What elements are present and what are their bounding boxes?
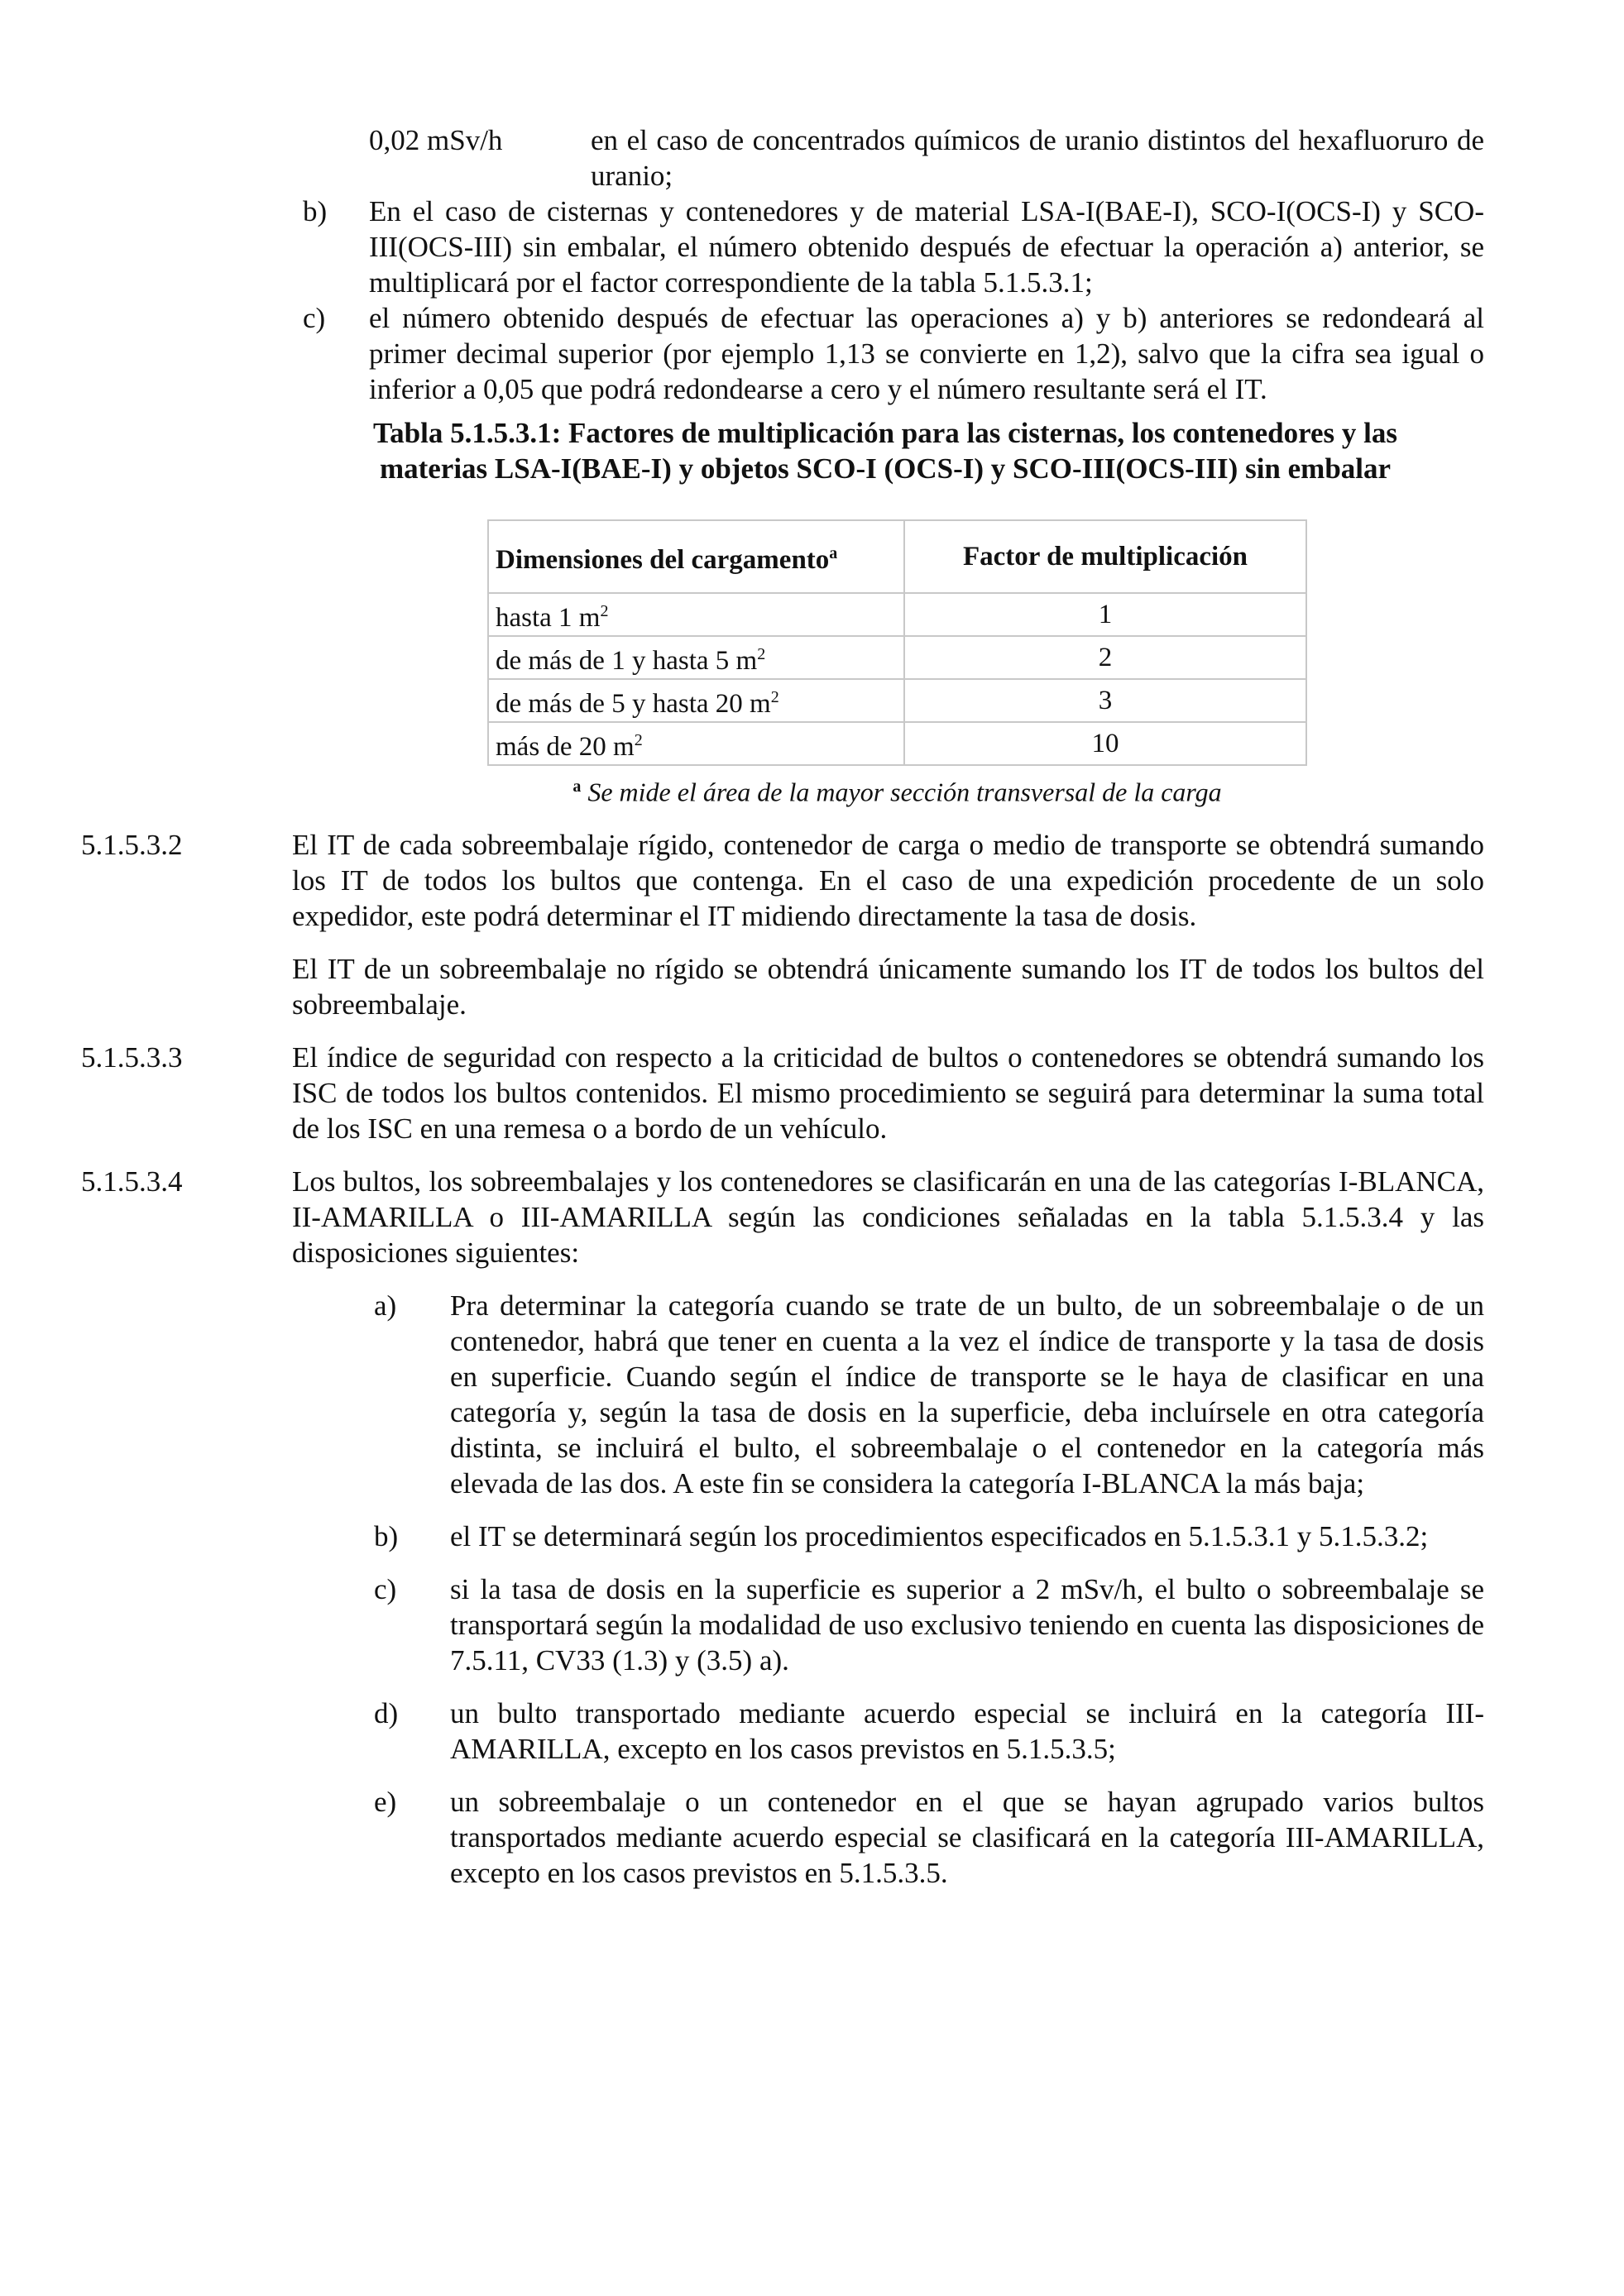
section-number: 5.1.5.3.4 (81, 1165, 183, 1198)
item-text: Pra determinar la categoría cuando se trate de un bulto, de un sobreembalaje o de un contenedor, habrá que tener en cuenta a la vez el índice de transporte y la tasa de dosis en superficie. Cuando según el índice de transporte se le haya de clasificar en una categoría y, según la tasa de dosis en la superficie, deba incluírsele en otra categoría distinta, se incluirá el bulto, el sobreembalaje o el contenedor en la categoría más elevada de las dos. A este fin se considera la categoría I-BLANCA la más baja; (450, 1289, 1484, 1500)
section-paragraph: El IT de un sobreembalaje no rígido se obtendrá únicamente sumando los IT de todos los bultos del sobreembalaje. (292, 952, 1484, 1021)
header-text: Dimensiones del cargamento (496, 545, 830, 575)
factor-cell: 3 (904, 679, 1306, 722)
item-text: En el caso de cisternas y contenedores y de material LSA-I(BAE-I), SCO-I(OCS-I) y SCO-III(OCS-III) sin embalar, el número obtenido después de efectuar la operación a) anterior, se multiplicará por el factor correspondiente de la tabla 5.1.5.3.1; (369, 195, 1484, 299)
item-label: b) (303, 195, 328, 227)
item-label: b) (374, 1519, 399, 1552)
dim-text: de más de 1 y hasta 5 m (496, 646, 758, 676)
list-item (374, 1784, 1484, 1891)
table-row (488, 679, 1306, 722)
item-label: c) (303, 302, 326, 334)
intro-item (0, 300, 1624, 407)
section-number: 5.1.5.3.3 (81, 1040, 183, 1074)
factor-cell: 2 (904, 636, 1306, 679)
superscript: 2 (757, 645, 766, 663)
table-header-row (488, 520, 1306, 593)
item-label: c) (374, 1572, 397, 1605)
section-paragraph: Los bultos, los sobreembalajes y los contenedores se clasificarán en una de las categorías I-BLANCA, II-AMARILLA o III-AMARILLA según las condiciones señaladas en la tabla 5.1.5.3.4 y las disposiciones siguientes: (292, 1165, 1484, 1269)
header-factor: Factor de multiplicación (904, 520, 1306, 593)
table-row (488, 722, 1306, 765)
item-text: un bulto transportado mediante acuerdo especial se incluirá en la categoría III-AMARILLA, excepto en los casos previstos en 5.1.5.3.5; (450, 1696, 1484, 1765)
dim-text: hasta 1 m (496, 603, 601, 633)
table-title-line: Tabla 5.1.5.3.1: Factores de multiplicación para las cisternas, los contenedores y las (373, 417, 1397, 449)
section-number: 5.1.5.3.2 (81, 828, 183, 861)
section-body (292, 827, 1484, 1040)
multiplication-factor-table (487, 519, 1307, 766)
table-block (487, 519, 1307, 811)
header-dimensions (488, 520, 904, 593)
list-item (374, 1696, 1484, 1767)
superscript: 2 (634, 731, 643, 749)
item-text: si la tasa de dosis en la superficie es superior a 2 mSv/h, el bulto o sobreembalaje se transportará según la modalidad de uso exclusivo teniendo en cuenta las disposiciones de 7.5.11, CV33 (1.3) y (3.5) a). (450, 1572, 1484, 1677)
footnote-mark: a (572, 777, 582, 796)
dimension-cell (488, 593, 904, 636)
dimension-cell (488, 636, 904, 679)
superscript: 2 (770, 688, 779, 706)
dimension-cell (488, 679, 904, 722)
table-row (488, 593, 1306, 636)
section-body (292, 1040, 1484, 1164)
item-text: un sobreembalaje o un contenedor en el que se hayan agrupado varios bultos transportados mediante acuerdo especial se clasificará en la categoría III-AMARILLA, excepto en los casos previstos en 5.1.5.3.5. (450, 1785, 1484, 1889)
dim-text: más de 20 m (496, 732, 635, 762)
dim-text: de más de 5 y hasta 20 m (496, 689, 771, 719)
item-text: el número obtenido después de efectuar las operaciones a) y b) anteriores se redondeará al primer decimal superior (por ejemplo 1,13 se convierte en 1,2), salvo que la cifra sea igual o inferior a 0,05 que podrá redondearse a cero y el número resultante será el IT. (369, 302, 1484, 405)
table-footnote (487, 769, 1307, 811)
table-title-line: materias LSA-I(BAE-I) y objetos SCO-I (OCS-I) y SCO-III(OCS-III) sin embalar (379, 452, 1392, 485)
footnote-ref: a (829, 544, 838, 562)
item-label: a) (374, 1289, 397, 1322)
list-item (374, 1288, 1484, 1501)
factor-cell: 1 (904, 593, 1306, 636)
rate-value: 0,02 mSv/h (369, 124, 503, 156)
list-item (374, 1571, 1484, 1678)
superscript: 2 (600, 602, 609, 620)
footnote-text: Se mide el área de la mayor sección transversal de la carga (587, 777, 1222, 807)
section-5-1-5-3-3 (0, 1040, 1624, 1164)
intro-item (0, 194, 1624, 300)
rate-row (0, 122, 1624, 194)
section-paragraph: El índice de seguridad con respecto a la criticidad de bultos o contenedores se obtendrá sumando los ISC de todos los bultos contenidos. El mismo procedimiento se seguirá para determinar la suma total de los ISC en una remesa o a bordo de un vehículo. (292, 1040, 1484, 1145)
item-label: e) (374, 1785, 397, 1818)
factor-cell: 10 (904, 722, 1306, 765)
section-body (292, 1164, 1484, 1908)
section-5-1-5-3-2 (0, 827, 1624, 1040)
item-text: el IT se determinará según los procedimientos especificados en 5.1.5.3.1 y 5.1.5.3.2; (450, 1519, 1429, 1552)
section-paragraph: El IT de cada sobreembalaje rígido, contenedor de carga o medio de transporte se obtendrá sumando los IT de todos los bultos que contenga. En el caso de una expedición procedente de un solo expedidor, este podrá determinar el IT midiendo directamente la tasa de dosis. (292, 828, 1484, 932)
list-item (374, 1519, 1484, 1554)
dimension-cell (488, 722, 904, 765)
table-row (488, 636, 1306, 679)
section-5-1-5-3-4 (0, 1164, 1624, 1908)
rate-text: en el caso de concentrados químicos de uranio distintos del hexafluoruro de uranio; (591, 124, 1484, 192)
item-label: d) (374, 1696, 399, 1729)
table-title (182, 415, 1588, 486)
